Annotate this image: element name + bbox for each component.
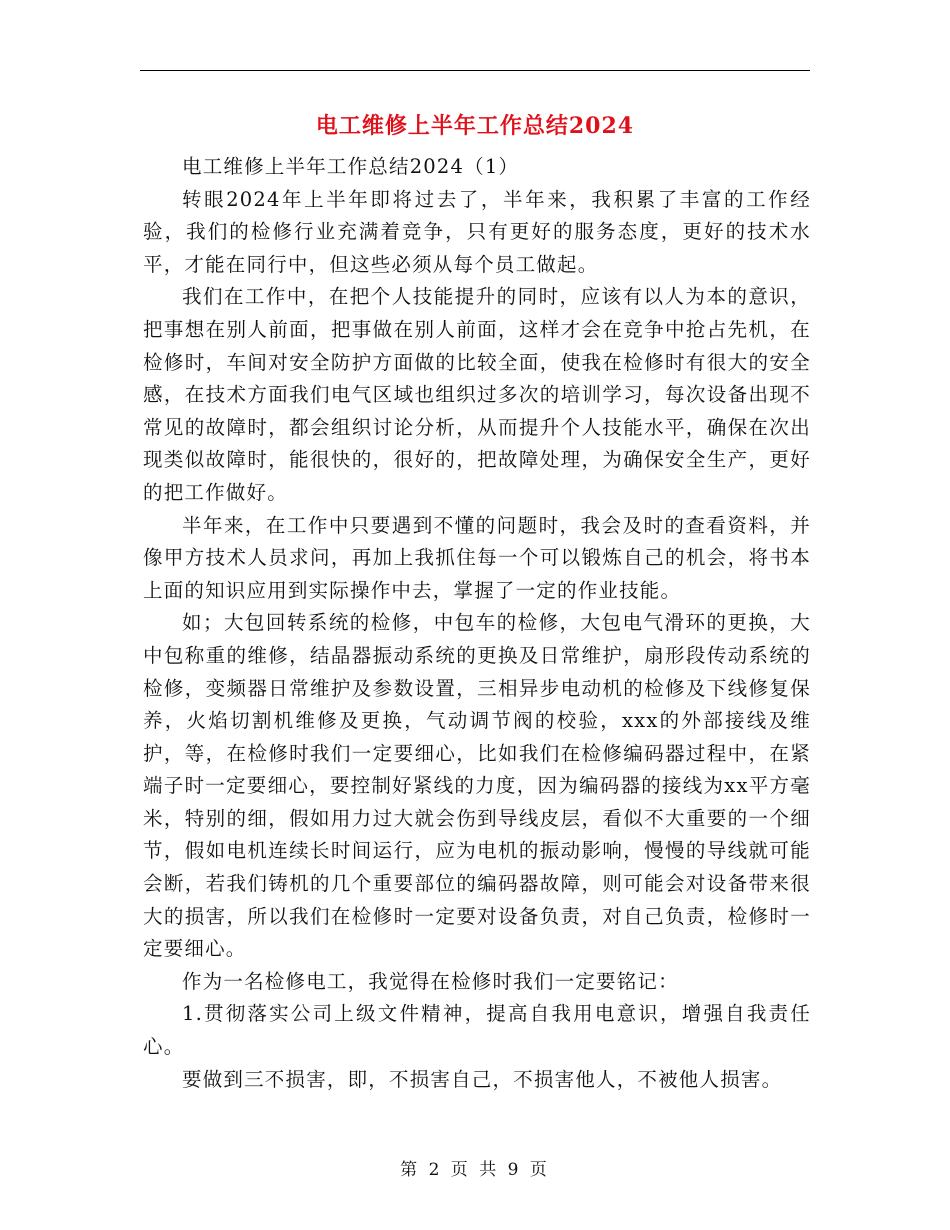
- paragraph: 如；大包回转系统的检修，中包车的检修，大包电气滑环的更换，大中包称重的维修，结晶器振动系统的更换及日常维护，扇形段传动系统的检修，变频器日常维护及参数设置，三相异步电动机的检修及下线修复保养，火焰切割机维修及更换，气动调节阀的校验，xxx的外部接线及维护，等，在检修时我们一定要细心，比如我们在检修编码器过程中，在紧端子时一定要细心，要控制好紧线的力度，因为编码器的接线为xx平方毫米，特别的细，假如用力过大就会伤到导线皮层，看似不大重要的一个细节，假如电机连续长时间运行，应为电机的振动影响，慢慢的导线就可能会断，若我们铸机的几个重要部位的编码器故障，则可能会对设备带来很大的损害，所以我们在检修时一定要对设备负责，对自己负责，检修时一定要细心。: [143, 611, 811, 961]
- header-rule: [140, 70, 810, 71]
- paragraph-subtitle: 电工维修上半年工作总结2024（1）: [182, 155, 520, 178]
- paragraph: 半年来，在工作中只要遇到不懂的问题时，我会及时的查看资料，并像甲方技术人员求问，再加上我抓住每一个可以锻炼自己的机会，将书本上面的知识应用到实际操作中去，掌握了一定的作业技能。: [143, 513, 811, 602]
- page-number-footer: 第 2 页 共 9 页: [400, 1160, 550, 1180]
- paragraph: 要做到三不损害，即，不损害自己，不损害他人，不被他人损害。: [182, 1067, 783, 1091]
- paragraph: 转眼2024年上半年即将过去了，半年来，我积累了丰富的工作经验，我们的检修行业充满着竞争，只有更好的服务态度，更好的技术水平，才能在同行中，但这些必须从每个员工做起。: [143, 187, 811, 276]
- paragraph: 我们在工作中，在把个人技能提升的同时，应该有以人为本的意识，把事想在别人前面，把事做在别人前面，这样才会在竞争中抢占先机，在检修时，车间对安全防护方面做的比较全面，使我在检修时有很大的安全感，在技术方面我们电气区域也组织过多次的培训学习，每次设备出现不常见的故障时，都会组织讨论分析，从而提升个人技能水平，确保在次出现类似故障时，能很快的，很好的，把故障处理，为确保安全生产，更好的把工作做好。: [143, 285, 811, 504]
- paragraph: 1.贯彻落实公司上级文件精神，提高自我用电意识，增强自我责任心。: [143, 1002, 811, 1059]
- document-body: [143, 151, 811, 1096]
- document-title: 电工维修上半年工作总结2024: [315, 113, 635, 139]
- paragraph: 作为一名检修电工，我觉得在检修时我们一定要铭记：: [182, 969, 679, 993]
